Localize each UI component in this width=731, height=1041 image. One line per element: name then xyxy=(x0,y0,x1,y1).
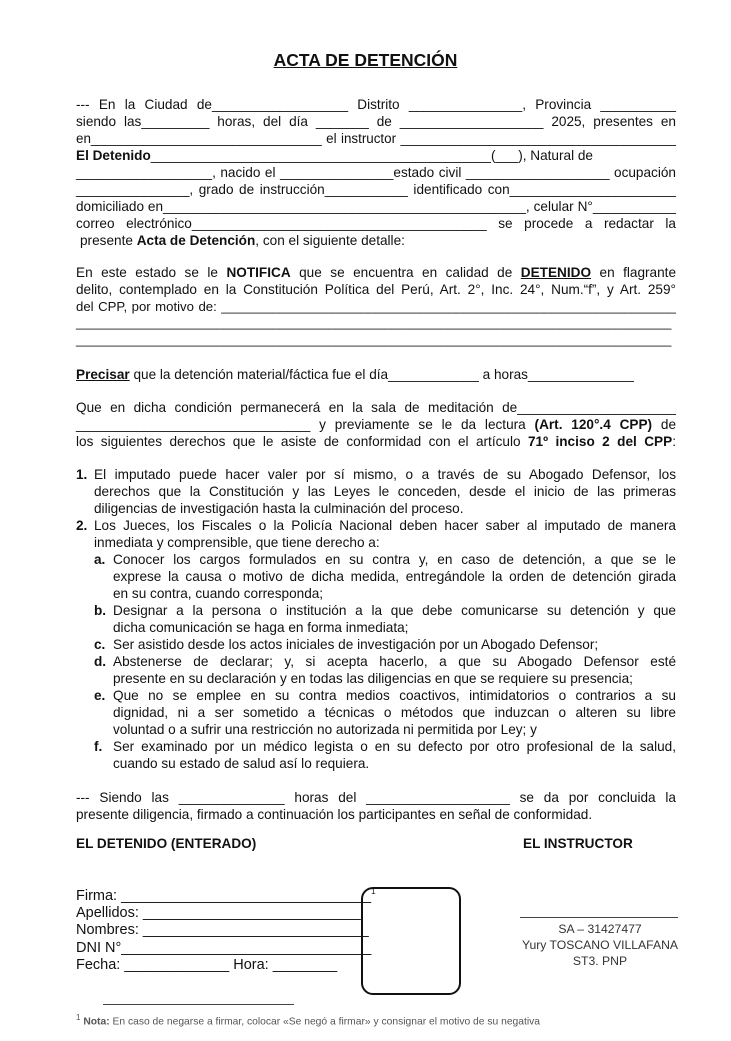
instructor-cip: SA – 31427477 xyxy=(558,922,642,936)
firma-field xyxy=(76,887,376,904)
right-1-line-3: diligencias de investigación hasta la culminación del proceso. xyxy=(94,501,464,516)
notice-line-5: _____________________________________________________________________________________ xyxy=(76,333,672,347)
intro-line-3: en_______________________________ el instructor _____________________________________ xyxy=(76,131,676,146)
intro-line-9 xyxy=(80,232,680,249)
condition-line-2 xyxy=(76,416,676,433)
list-letter: e. xyxy=(94,688,106,703)
condition-text: : xyxy=(672,434,676,449)
right-a-line-2: exprese la causa o motivo de dicha medida, entregándole la orden de detención girada xyxy=(113,569,676,584)
article-ref: (Art. 120°.4 CPP) xyxy=(534,417,653,432)
list-letter: a. xyxy=(94,552,106,567)
notice-line-3: del CPP, por motivo de: ______________________________________________________________ xyxy=(76,299,676,314)
intro-line-9-post: , con el siguiente detalle: xyxy=(255,233,405,248)
notifica-label: NOTIFICA xyxy=(226,265,291,280)
detenido-heading: EL DETENIDO (ENTERADO) xyxy=(76,836,257,851)
condition-line-3 xyxy=(76,433,676,450)
nombres-field: Nombres: ____________________________ xyxy=(76,922,369,938)
right-1-line-1: El imputado puede hacer valer por sí mismo, o a través de su Abogado Defensor, los xyxy=(94,467,676,482)
closing-line-2: presente diligencia, firmado a continuación los participantes en señal de conformidad. xyxy=(76,807,593,822)
right-d-line-2: presente en su declaración y en todas las diligencias en que se requiere su presencia; xyxy=(113,671,633,686)
footnote xyxy=(76,1013,540,1027)
dni-field: DNI N°_______________________________ xyxy=(76,940,372,956)
intro-line-5: __________________, nacido el _______________estado civil ___________________ ocupación xyxy=(76,165,676,180)
list-number: 1. xyxy=(76,467,88,482)
right-b-line-1: Designar a la persona o institución a la que debe comunicarse su detención y que xyxy=(113,603,676,618)
precise-text: que la detención material/fáctica fue el día____________ a horas______________ xyxy=(129,367,634,382)
right-e-line-1: Que no se emplee en su contra medios coactivos, intimidatorios o contrarios a su xyxy=(113,688,676,703)
list-number: 2. xyxy=(76,518,88,533)
notice-text: que se encuentra en calidad de xyxy=(290,265,521,280)
footnote-ref: 1 xyxy=(371,887,376,896)
footnote-text: En caso de negarse a firmar, colocar «Se negó a firmar» y consignar el motivo de su negativa xyxy=(109,1016,541,1028)
notice-line-4: _____________________________________________________________________________________ xyxy=(76,316,672,330)
detenido-status: DETENIDO xyxy=(520,265,592,280)
detenido-label: El Detenido xyxy=(76,148,151,163)
apellidos-field: Apellidos: ___________________________ xyxy=(76,905,361,921)
condition-text: de xyxy=(652,417,676,432)
intro-line-6: _______________, grado de instrucción___________ identificado con______________________ xyxy=(76,182,676,197)
footnote-mark: 1 xyxy=(76,1013,81,1022)
acta-label: Acta de Detención xyxy=(136,233,256,248)
notice-text: En este estado se le xyxy=(76,265,227,280)
intro-line-8: correo electrónico_______________________________________ se procede a redactar la xyxy=(76,216,676,231)
right-b-line-2: dicha comunicación se haga en forma inmediata; xyxy=(113,620,409,635)
right-2-line-2: inmediata y comprensible, que tiene derecho a: xyxy=(94,535,380,550)
right-c-line-1: Ser asistido desde los actos iniciales de investigación por un Abogado Defensor; xyxy=(113,637,599,652)
right-d-line-1: Abstenerse de declarar; y, si acepta hacerlo, a que su Abogado Defensor esté xyxy=(113,654,676,669)
page-title: ACTA DE DETENCIÓN xyxy=(273,50,458,70)
right-f-line-1: Ser examinado por un médico legista o en su defecto por otro profesional de la salud, xyxy=(113,739,676,754)
instructor-heading: EL INSTRUCTOR xyxy=(523,836,633,851)
notice-line-2: delito, contemplado en la Constitución Política del Perú, Art. 2°, Inc. 24°, Num.“f”, y Art. 259° xyxy=(76,282,676,297)
condition-text: _______________________________ y previamente se le da lectura xyxy=(76,417,535,432)
right-2-line-1: Los Jueces, los Fiscales o la Policía Nacional deben hacer saber al imputado de manera xyxy=(94,518,676,533)
intro-line-4-rest: _____________________________________________(___), Natural de xyxy=(150,148,593,163)
right-1-line-2: derechos que la Constitución y las Leyes le conceden, desde el inicio de las primeras xyxy=(94,484,676,499)
intro-line-7: domiciliado en________________________________________________, celular N°___________ xyxy=(76,199,676,214)
intro-line-2: siendo las_________ horas, del día _______ de ___________________ 2025, presentes en xyxy=(76,114,676,129)
notice-text: en flagrante xyxy=(591,265,676,280)
fingerprint-box xyxy=(361,887,461,995)
list-letter: c. xyxy=(94,637,106,652)
footnote-label: Nota: xyxy=(80,1016,110,1028)
footnote-rule xyxy=(103,1004,294,1005)
firma-label: Firma: _______________________________ xyxy=(76,887,372,904)
instructor-signature-line xyxy=(520,917,678,918)
condition-line-1: Que en dicha condición permanecerá en la sala de meditación de_____________________ xyxy=(76,400,676,415)
right-e-line-2: dignidad, ni a ser sometido a técnicas o métodos que induzcan o alteren su libre xyxy=(113,705,676,720)
list-letter: b. xyxy=(94,603,107,618)
instructor-rank: ST3. PNP xyxy=(572,954,628,968)
right-a-line-1: Conocer los cargos formulados en su contra y, en caso de detención, a que se le xyxy=(113,552,676,567)
fecha-field: Fecha: _____________ Hora: ________ xyxy=(76,957,338,973)
intro-line-4 xyxy=(76,147,676,164)
right-e-line-3: voluntad o a sufrir una restricción no autorizada ni permitida por Ley; y xyxy=(113,722,537,737)
list-letter: f. xyxy=(94,739,103,754)
intro-line-9-pre: presente xyxy=(80,233,137,248)
closing-line-1: --- Siendo las ______________ horas del ___________________ se da por concluida la xyxy=(76,790,676,805)
article-ref: 71º inciso 2 del CPP xyxy=(527,434,673,449)
right-f-line-2: cuando su estado de salud así lo requiera. xyxy=(113,756,370,771)
intro-line-1: --- En la Ciudad de__________________ Distrito _______________, Provincia __________ xyxy=(76,97,676,112)
instructor-name: Yury TOSCANO VILLAFANA xyxy=(521,938,678,952)
right-a-line-3: en su contra, cuando corresponda; xyxy=(113,586,324,601)
condition-text: los siguientes derechos que le asiste de conformidad con el artículo xyxy=(76,434,528,449)
precise-line xyxy=(76,366,676,383)
list-letter: d. xyxy=(94,654,107,669)
precisar-label: Precisar xyxy=(76,367,130,382)
notice-line-1 xyxy=(76,264,676,281)
